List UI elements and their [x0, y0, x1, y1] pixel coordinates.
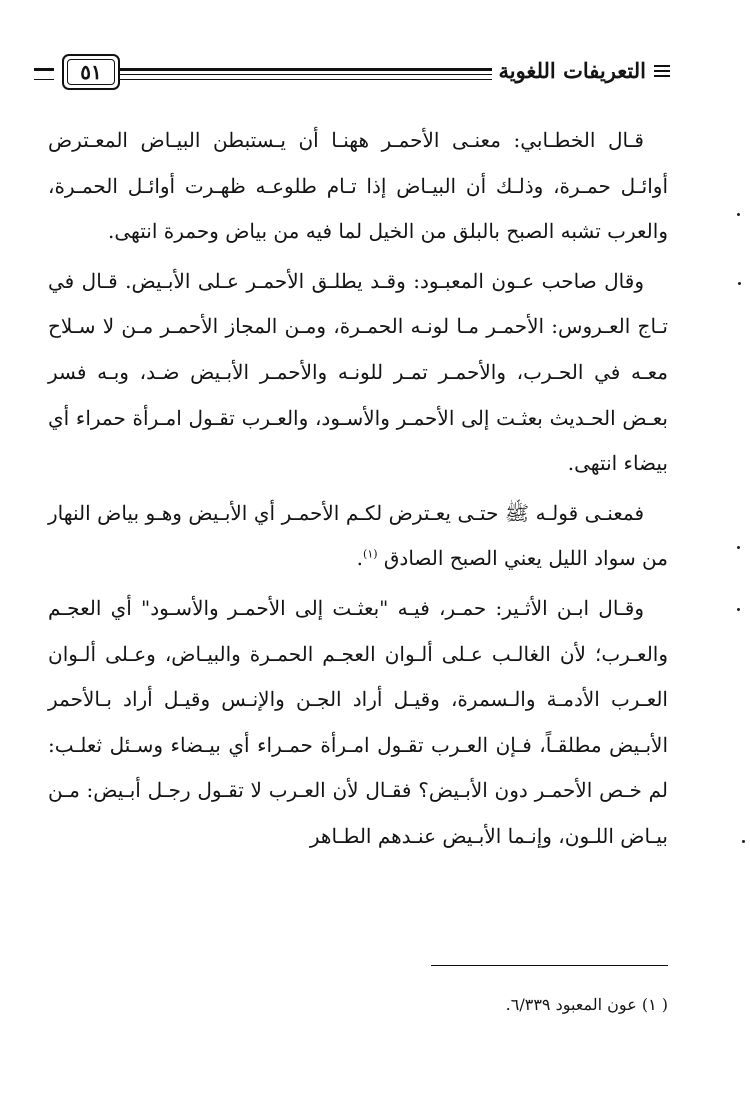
triple-bar-ornament [654, 65, 670, 77]
header-title-block [498, 58, 670, 83]
margin-speck [737, 546, 740, 549]
margin-speck [737, 608, 740, 611]
page-number: ٥١ [80, 60, 102, 84]
running-header [34, 52, 670, 100]
paragraph-meaning-text: فمعنـى قولـه ﷺ حتـى يعـترض لكـم الأحمـر أي الأبـيض وهـو بياض النهار من سواد الليل يعني الصبح الصادق [48, 500, 668, 571]
paragraph-ibn-al-athir: وقـال ابـن الأثـير: حمـر، فيـه "بعثـت إلى الأحمـر والأسـود" أي العجـم والعـرب؛ لأن الغالـب عـلى ألـوان العجـم الحمـرة والبيـاض، وعـلى ألـوان العـرب الأدمـة والـسمرة، وقيـل أراد الجـن والإنـس وقيـل أراد بـالأحمر الأبـيض مطلقـاً، فـإن العـرب تقـول امـرأة حمـراء أي بيـضاء وسـئل ثعلـب: لم خـص الأحمـر دون الأبـيض؟ فقـال لأن العـرب لا تقـول رجـل أبـيض: مـن بيـاض اللـون، وإنـما الأبـيض عنـدهم الطـاهر [48, 595, 669, 848]
paragraph-awn-al-mabud: وقال صاحب عـون المعبـود: وقـد يطلـق الأحمـر عـلى الأبـيض. قـال في تـاج العـروس: الأحمـر مـا لونـه الحمـرة، ومـن المجاز الأحمـر مـن لا سـلاح معـه في الحـرب، والأحمـر تمـر للونـه والأحمـر الأبـيض ضـد، وبـه فسر بعـض الحـديث بعثـت إلى الأحمـر والأسـود، والعـرب تقـول امـرأة حمراء أي بيضاء انتهى. [48, 268, 668, 476]
margin-speck [738, 282, 741, 285]
body-text [48, 118, 668, 860]
paragraph-meaning [48, 491, 668, 582]
footnote-divider [431, 965, 668, 966]
footnote-reference: (١) [363, 547, 378, 561]
paragraph-meaning-end: . [356, 546, 364, 571]
paragraph-khattabi: قـال الخطـابي: معنـى الأحمـر ههنـا أن يـستبطن البيـاض المعـترض أوائـل حمـرة، وذلـك أن البيـاض إذا تـام طلوعـه ظهـرت أوائـل الحمـرة، والعرب تشبه الصبح بالبلق من الخيل لما فيه من بياض وحمرة انتهى. [48, 128, 668, 244]
margin-speck [742, 840, 745, 843]
page-number-frame [62, 54, 120, 90]
header-rule-left [34, 68, 54, 80]
margin-speck [737, 213, 740, 216]
header-title: التعريفات اللغوية [498, 58, 646, 83]
header-rule [120, 68, 492, 80]
footnote: ( ١) عون المعبود ٦/٣٣٩. [505, 995, 668, 1014]
